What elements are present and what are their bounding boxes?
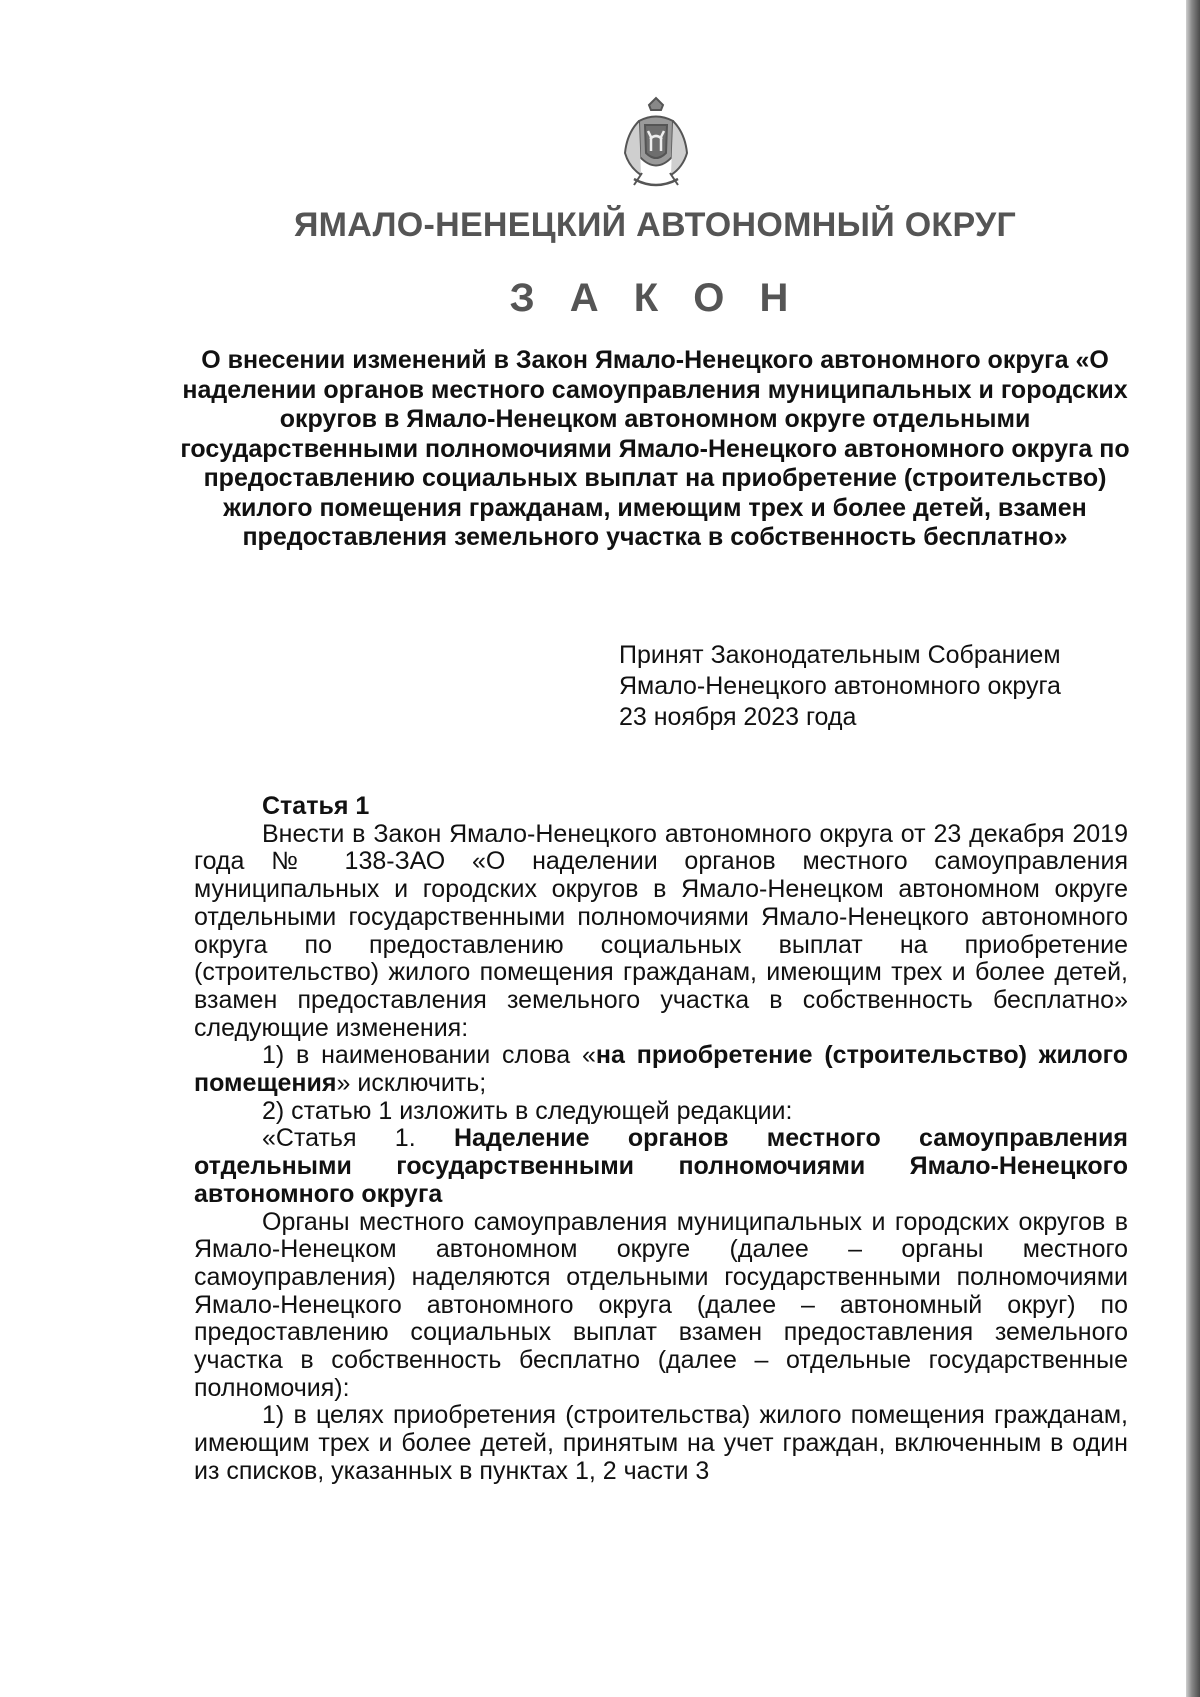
quoted-article-heading [194,1125,1128,1208]
page-edge-shadow [1186,0,1200,1697]
article-item [194,1042,1128,1097]
article-item: 2) статью 1 изложить в следующей редакции: [262,1096,793,1125]
law-title: О внесении изменений в Закон Ямало-Ненецкого автономного округа «О наделении органов местного самоуправления муниципальных и городских округов в Ямало-Ненецком автономном округе отдельными государственными полномочиями Ямало-Ненецкого автономного округа по предоставлению социальных выплат на приобретение (строительство) жилого помещения гражданам, имеющим трех и более детей, взамен предоставления земельного участка в собственность бесплатно» [180,346,1130,551]
quoted-article-title: Наделение органов местного самоуправления отдельными государственными полномочиями Ямало-Ненецкого автономного округа [194,1124,1128,1208]
quoted-article-number: «Статья 1. [262,1124,454,1153]
item-text: » исключить; [336,1069,487,1098]
article-subitem: 1) в целях приобретения (строительства) жилого помещения гражданам, имеющим трех и более детей, принятым на учет граждан, включенным в один из списков, указанных в пунктах 1, 2 части 3 [194,1401,1128,1485]
article-paragraph: Органы местного самоуправления муниципальных и городских округов в Ямало-Ненецком автономном округе (далее – органы местного самоуправления) наделяются отдельными государственными полномочиями Ямало-Ненецкого автономного округа (далее – автономный округ) по предоставлению социальных выплат взамен предоставления земельного участка в собственность бесплатно (далее – отдельные государственные полномочия): [194,1207,1128,1402]
article-heading: Статья 1 [262,792,370,820]
item-bold-text: на приобретение (строительство) жилого помещения [194,1041,1128,1098]
adoption-line: Ямало-Ненецкого автономного округа [619,672,1061,700]
document-type: З А К О Н [509,276,801,320]
adoption-date: 23 ноября 2023 года [619,703,857,731]
item-text: 1) в наименовании слова « [262,1041,596,1070]
adoption-line: Принят Законодательным Собранием [619,641,1061,669]
adoption-block [619,640,1139,733]
region-name: ЯМАЛО-НЕНЕЦКИЙ АВТОНОМНЫЙ ОКРУГ [293,206,1017,244]
coat-of-arms-icon [615,95,697,195]
article-body [194,793,1128,1486]
article-paragraph: Внести в Закон Ямало-Ненецкого автономного округа от 23 декабря 2019 года № 138-ЗАО «О наделении органов местного самоуправления муниципальных и городских округов в Ямало-Ненецком автономном округе отдельными государственными полномочиями Ямало-Ненецкого автономного округа по предоставлению социальных выплат на приобретение (строительство) жилого помещения гражданам, имеющим трех и более детей, взамен предоставления земельного участка в собственность бесплатно» следующие изменения: [194,819,1128,1042]
